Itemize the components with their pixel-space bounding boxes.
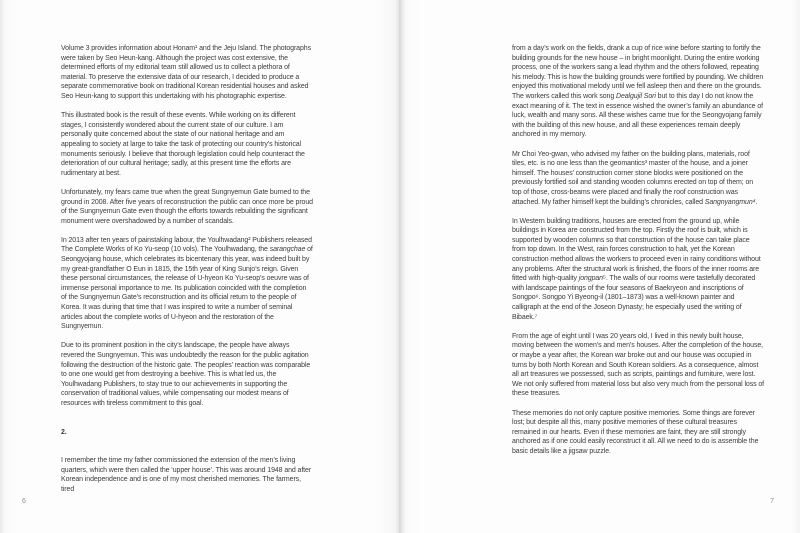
paragraph: This illustrated book is the result of these events. While working on its different stages, I consistently wondered about the current state of our culture. I am personally quite concerned about the state of our national heritage and am appealing to society at large to take the task of protecting our country’s historical monuments seriously. I believe that thorough legislation could help counteract the deterioration of our cultural heritage; sadly, at this present time the efforts are rudimentary at best.	[61, 112, 305, 177]
paragraph: I remember the time my father commissioned the extension of the men’s living quarters, which were then called the ‘upper house’. This was around 1948 and after Korean independence and is one of my most cherished memories. The farmers, tired	[61, 457, 312, 493]
paragraph: Volume 3 provides information about Honam¹ and the Jeju Island. The photographs were taken by Seo Heun-kang. Although the project was cost extensive, the determined efforts of my editorial team still allowed us to collect a plethora of material. To preserve the extensive data of our research, I decided to produce a separate commemorative book on traditional Korean residential houses and asked Seo Heun-kang to support this undertaking with his photographic expertise.	[61, 45, 311, 100]
page-left-text-column	[61, 44, 313, 504]
page-right-text-column	[512, 44, 764, 466]
page-right	[400, 0, 800, 533]
paragraph: from a day’s work on the fields, drank a cup of rice wine before starting to fortify the building grounds for the new house – in bright moonlight. During the entire working process, one of the workers sang a lead rhythm and the others followed, repeating his melody. This is how the building grounds were fortified by pounding. We children enjoyed this motivational melody until we fell asleep then and there on the grounds. The workers called this work song Dealgujil Sori but to this day I do not know the exact meaning of it. The text in essence wished the owner’s family an abundance of luck, wealth and many sons. All these wishes came true for the Seongyojang family with the building of this new house, and all these experiences remain deeply anchored in my memory.	[512, 45, 764, 139]
page-number-right: 7	[770, 498, 774, 505]
paragraph: Unfortunately, my fears came true when the great Sungnyemun Gate burned to the ground in 2008. After five years of reconstruction the public can once more be proud of the Sungnyemun Gate even though the efforts towards rebuilding the significant monument were overshadowed by a number of scandals.	[61, 188, 313, 225]
paragraph: These memories do not only capture positive memories. Some things are forever lost; but despite all this, many positive memories of these cultural treasures remained in our hearts. Even if these memories are faint, they are still strongly anchored as if one could easily reconstruct it all. All we need to do is assemble the basic details like a jigsaw puzzle.	[512, 409, 759, 455]
paragraph: In 2013 after ten years of painstaking labour, the Youlhwadang² Publishers released The Complete Works of Ko Yu-seop (10 vols). The Youlhwadang, the sarangchae of Seongyojang house, which celebrates its bicentenary this year, was indeed built by my great-grandfather O Eun in 1815, the 15th year of King Sunjo’s reign. Given these personal circumstances, the release of U-hyeon Ko Yu-seop’s oeuvre was of immense personal importance to me. Its publication coincided with the completion of the Sungnyemun Gate’s reconstruction and its official return to the people of Korea. It was during that time that I was inspired to write a number of seminal articles about the complete works of U-hyeon and the restoration of the Sungnyemun.	[61, 236, 313, 331]
paragraph: Mr Choi Yeo-gwan, who advised my father on the building plans, materials, roof tiles, etc. is no one less than the geomantics³ master of the house, and a joiner himself. The houses’ construction corner stone blocks were positioned on the previously fortified soil and standing wooden columns erected on top of them; on top of those, cross-beams were placed and finally the roof construction was attached. My father himself kept the building’s chronicles, called Sangnyangmun⁴.	[512, 150, 758, 206]
paragraph: In Western building traditions, houses are erected from the ground up, while buildings in Korea are constructed from the top. Firstly the roof is built, which is supported by wooden columns so that construction of the house can take place from top down. In the West, rain forces construction to halt, yet the Korean construction method allows the workers to proceed even in rainy conditions without any problems. After the structural work is finished, the floors of the inner rooms are fitted with high-quality jongpan⁵. The walls of our rooms were tastefully decorated with landscape paintings of the four seasons of Baekryeon and inscriptions of Songpo⁶. Songpo Yi Byeong-il (1801–1873) was a well-known painter and calligraph at the end of the Joseon Dynasty; he especially used the writing of Bibaek.⁷	[512, 217, 761, 321]
paragraph: Due to its prominent position in the city’s landscape, the people have always revered the Sungnyemun. This was undoubtedly the reason for the public agitation following the destruction of the historic gate. The peoples’ reaction was comparable to one one would get from destroying a beehive. This is what led us, the Youlhwadang Publishers, to stay true to our achievements in supporting the conservation of traditional values, while compensating our modest means of resources with tireless commitment to this goal.	[61, 342, 311, 407]
paragraph: From the age of eight until I was 20 years old, I lived in this newly built house, moving between the women’s and men’s houses. After the completion of the house, or maybe a year after, the Korean war broke out and our house was occupied in turns by both North Korean and South Korean soldiers. As a consequence, almost all art treasures we possessed, such as scripts, paintings and furniture, were lost. We not only suffered from material loss but also very much from the personal loss of these treasures.	[512, 332, 765, 398]
page-number-left: 6	[22, 498, 26, 505]
section-number: 2.	[61, 428, 67, 436]
